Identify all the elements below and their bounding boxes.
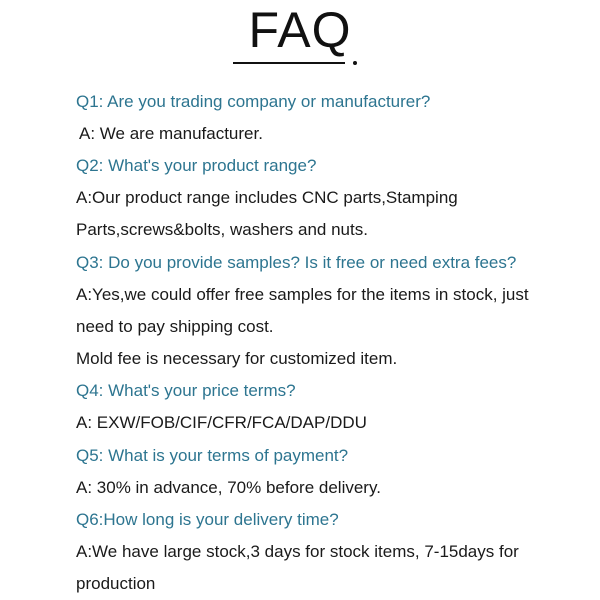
answer-1: A: We are manufacturer. xyxy=(79,124,263,143)
answer-2-line-1: A:Our product range includes CNC parts,Stamping xyxy=(76,188,458,207)
question-2: Q2: What's your product range? xyxy=(76,156,317,175)
answer-3-line-3: Mold fee is necessary for customized item. xyxy=(76,349,398,368)
answer-2-line-2: Parts,screws&bolts, washers and nuts. xyxy=(76,220,368,239)
answer-5: A: 30% in advance, 70% before delivery. xyxy=(76,478,381,497)
page-title: FAQ xyxy=(248,2,352,58)
title-underline xyxy=(233,62,345,64)
question-3: Q3: Do you provide samples? Is it free or need extra fees? xyxy=(76,253,517,272)
answer-3-line-2: need to pay shipping cost. xyxy=(76,317,274,336)
title-dot xyxy=(353,61,357,65)
question-6: Q6:How long is your delivery time? xyxy=(76,510,339,529)
question-1: Q1: Are you trading company or manufacturer? xyxy=(76,92,431,111)
answer-4: A: EXW/FOB/CIF/CFR/FCA/DAP/DDU xyxy=(76,413,367,432)
question-5: Q5: What is your terms of payment? xyxy=(76,446,349,465)
answer-3-line-1: A:Yes,we could offer free samples for the items in stock, just xyxy=(76,285,529,304)
answer-6-line-2: production xyxy=(76,574,156,593)
question-4: Q4: What's your price terms? xyxy=(76,381,296,400)
answer-6-line-1: A:We have large stock,3 days for stock items, 7-15days for xyxy=(76,542,519,561)
